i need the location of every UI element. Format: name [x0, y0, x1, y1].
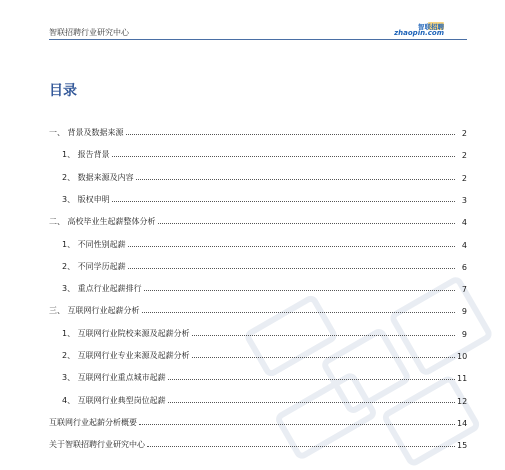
toc-entry-page: 4 [461, 240, 467, 250]
toc-entry-page: 15 [457, 441, 468, 451]
logo-cn-text: 智联招聘 [418, 23, 444, 31]
zhaopin-logo [396, 22, 444, 40]
toc-dot-leader [192, 334, 455, 336]
toc-entry-label: 1、 报告背景 [62, 150, 110, 160]
toc-dot-leader [136, 178, 455, 180]
toc-entry-page: 3 [461, 195, 467, 205]
toc-entry-label: 3、 重点行业起薪排行 [62, 284, 142, 294]
toc-entry[interactable] [62, 169, 467, 183]
toc-entry[interactable] [49, 436, 467, 450]
toc-entry-label: 1、 不同性别起薪 [62, 239, 126, 249]
toc-dot-leader [128, 245, 455, 247]
header-title: 智联招聘行业研究中心 [49, 28, 129, 37]
toc-dot-leader [158, 222, 455, 224]
toc-entry-page: 9 [461, 307, 467, 317]
toc-dot-leader [139, 423, 455, 425]
toc-entry-label: 2、 不同学历起薪 [62, 261, 126, 271]
toc-entry-page: 9 [461, 329, 467, 339]
toc-entry-label: 1、 互联网行业院校来源及起薪分析 [62, 328, 190, 338]
toc-entry-page: 4 [461, 218, 467, 228]
toc-entry-page: 14 [457, 418, 468, 428]
toc-entry-label: 关于智联招聘行业研究中心 [49, 440, 145, 450]
toc-entry-label: 4、 互联网行业典型岗位起薪 [62, 395, 166, 405]
header-divider [49, 39, 467, 40]
toc-entry-page: 7 [461, 285, 467, 295]
toc-dot-leader [168, 401, 455, 403]
toc-entry[interactable] [62, 369, 467, 383]
toc-entry-page: 11 [457, 374, 468, 384]
toc-entry-page: 6 [461, 262, 467, 272]
toc-entry-label: 三、 互联网行业起薪分析 [49, 306, 140, 316]
toc-entry-label: 3、 互联网行业重点城市起薪 [62, 373, 166, 383]
toc-dot-leader [168, 378, 455, 380]
toc-entry-label: 3、 版权申明 [62, 194, 110, 204]
toc-entry[interactable] [62, 191, 467, 205]
toc-dot-leader [128, 267, 455, 269]
toc-dot-leader [112, 155, 455, 157]
toc-entry[interactable] [49, 302, 467, 316]
toc-dot-leader [192, 356, 455, 358]
toc-title: 目录 [49, 83, 77, 99]
toc-entry-page: 2 [461, 151, 467, 161]
toc-entry-page: 12 [457, 396, 468, 406]
toc-dot-leader [142, 311, 455, 313]
toc-entry[interactable] [62, 392, 467, 406]
logo-en-text: zhaopin.com [394, 29, 444, 37]
toc-entry-label: 一、 背景及数据来源 [49, 128, 124, 137]
toc-entry-page: 2 [461, 129, 467, 138]
toc-entry[interactable] [62, 280, 467, 294]
toc-entry-page: 2 [461, 173, 467, 183]
toc-dot-leader [147, 445, 455, 447]
toc-entry-label: 互联网行业起薪分析概要 [49, 417, 137, 427]
toc-dot-leader [126, 133, 455, 135]
toc-entry[interactable] [62, 258, 467, 272]
toc-entry[interactable] [49, 414, 467, 428]
toc-entry-page: 10 [457, 352, 468, 361]
toc-dot-leader [112, 200, 455, 202]
page-header [0, 0, 505, 44]
toc-entry[interactable] [62, 236, 467, 250]
toc-entry-label: 2、 数据来源及内容 [62, 172, 134, 182]
toc-entry[interactable] [62, 347, 467, 361]
toc-entry-label: 二、 高校毕业生起薪整体分析 [49, 217, 156, 227]
toc-dot-leader [144, 289, 455, 291]
toc-entry[interactable] [62, 325, 467, 339]
toc-entry-label: 2、 互联网行业专业来源及起薪分析 [62, 351, 190, 360]
toc-entry[interactable] [49, 213, 467, 227]
toc-entry[interactable] [49, 124, 467, 138]
toc-entry[interactable] [62, 146, 467, 160]
